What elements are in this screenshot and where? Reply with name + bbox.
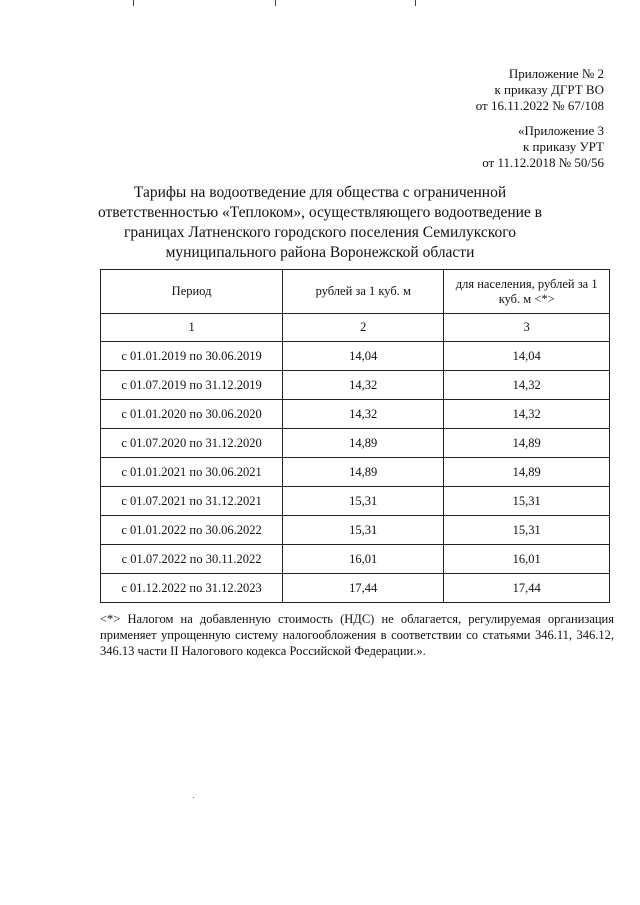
appendix-current-line2: к приказу ДГРТ ВО [494, 82, 604, 97]
table-row [101, 371, 610, 400]
rate-population-cell: 15,31 [444, 516, 610, 545]
rate-population-cell: 17,44 [444, 574, 610, 603]
scan-speck [193, 797, 194, 798]
table-row [101, 458, 610, 487]
rate-population-cell: 14,04 [444, 342, 610, 371]
table-row [101, 400, 610, 429]
rate-all-cell: 14,04 [283, 342, 444, 371]
document-title: Тарифы на водоотведение для общества с ограниченной ответственностью «Теплоком», осуществляющего водоотведение в границах Латненского городского поселения Семилукского муниципального района Воронежской области [97, 184, 543, 261]
header-rate-all: рублей за 1 куб. м [283, 270, 444, 314]
table-row [101, 487, 610, 516]
rate-population-cell: 14,89 [444, 458, 610, 487]
appendix-previous-line3: от 11.12.2018 № 50/56 [482, 155, 604, 170]
rate-population-cell: 14,32 [444, 400, 610, 429]
rate-all-cell: 16,01 [283, 545, 444, 574]
rate-all-cell: 14,89 [283, 429, 444, 458]
column-number: 3 [444, 314, 610, 342]
rate-all-cell: 17,44 [283, 574, 444, 603]
period-cell: с 01.07.2022 по 30.11.2022 [101, 545, 283, 574]
column-number: 2 [283, 314, 444, 342]
period-cell: с 01.07.2021 по 31.12.2021 [101, 487, 283, 516]
appendix-current-line3: от 16.11.2022 № 67/108 [475, 98, 604, 113]
rate-all-cell: 15,31 [283, 516, 444, 545]
table-row [101, 545, 610, 574]
rate-population-cell: 14,32 [444, 371, 610, 400]
rate-all-cell: 14,89 [283, 458, 444, 487]
table-row [101, 516, 610, 545]
table-row [101, 429, 610, 458]
rate-all-cell: 14,32 [283, 371, 444, 400]
period-cell: с 01.01.2020 по 30.06.2020 [101, 400, 283, 429]
scan-edge-mark [133, 0, 134, 6]
footnote: <*> Налогом на добавленную стоимость (НДС) не облагается, регулируемая организация применяет упрощенную систему налогообложения в соответствии со статьями 346.11, 346.12, 346.13 части II Налогового кодекса Российской Федерации.». [100, 612, 614, 658]
appendix-previous-block [482, 123, 604, 171]
rate-population-cell: 14,89 [444, 429, 610, 458]
rate-all-cell: 15,31 [283, 487, 444, 516]
appendix-current-block [476, 66, 604, 114]
table-row [101, 342, 610, 371]
period-cell: с 01.01.2021 по 30.06.2021 [101, 458, 283, 487]
period-cell: с 01.01.2019 по 30.06.2019 [101, 342, 283, 371]
period-cell: с 01.07.2019 по 31.12.2019 [101, 371, 283, 400]
period-cell: с 01.07.2020 по 31.12.2020 [101, 429, 283, 458]
column-number-row [101, 314, 610, 342]
period-cell: с 01.01.2022 по 30.06.2022 [101, 516, 283, 545]
rate-population-cell: 15,31 [444, 487, 610, 516]
scan-edge-mark [275, 0, 276, 6]
rate-population-cell: 16,01 [444, 545, 610, 574]
scan-edge-mark [415, 0, 416, 6]
header-period: Период [101, 270, 283, 314]
column-number: 1 [101, 314, 283, 342]
tariff-table [100, 269, 610, 603]
period-cell: с 01.12.2022 по 31.12.2023 [101, 574, 283, 603]
appendix-previous-line1: «Приложение 3 [517, 123, 604, 138]
appendix-current-line1: Приложение № 2 [508, 66, 604, 81]
header-rate-population: для населения, рублей за 1 куб. м <*> [444, 270, 610, 314]
rate-all-cell: 14,32 [283, 400, 444, 429]
table-header-row [101, 270, 610, 314]
appendix-previous-line2: к приказу УРТ [522, 139, 604, 154]
table-row [101, 574, 610, 603]
